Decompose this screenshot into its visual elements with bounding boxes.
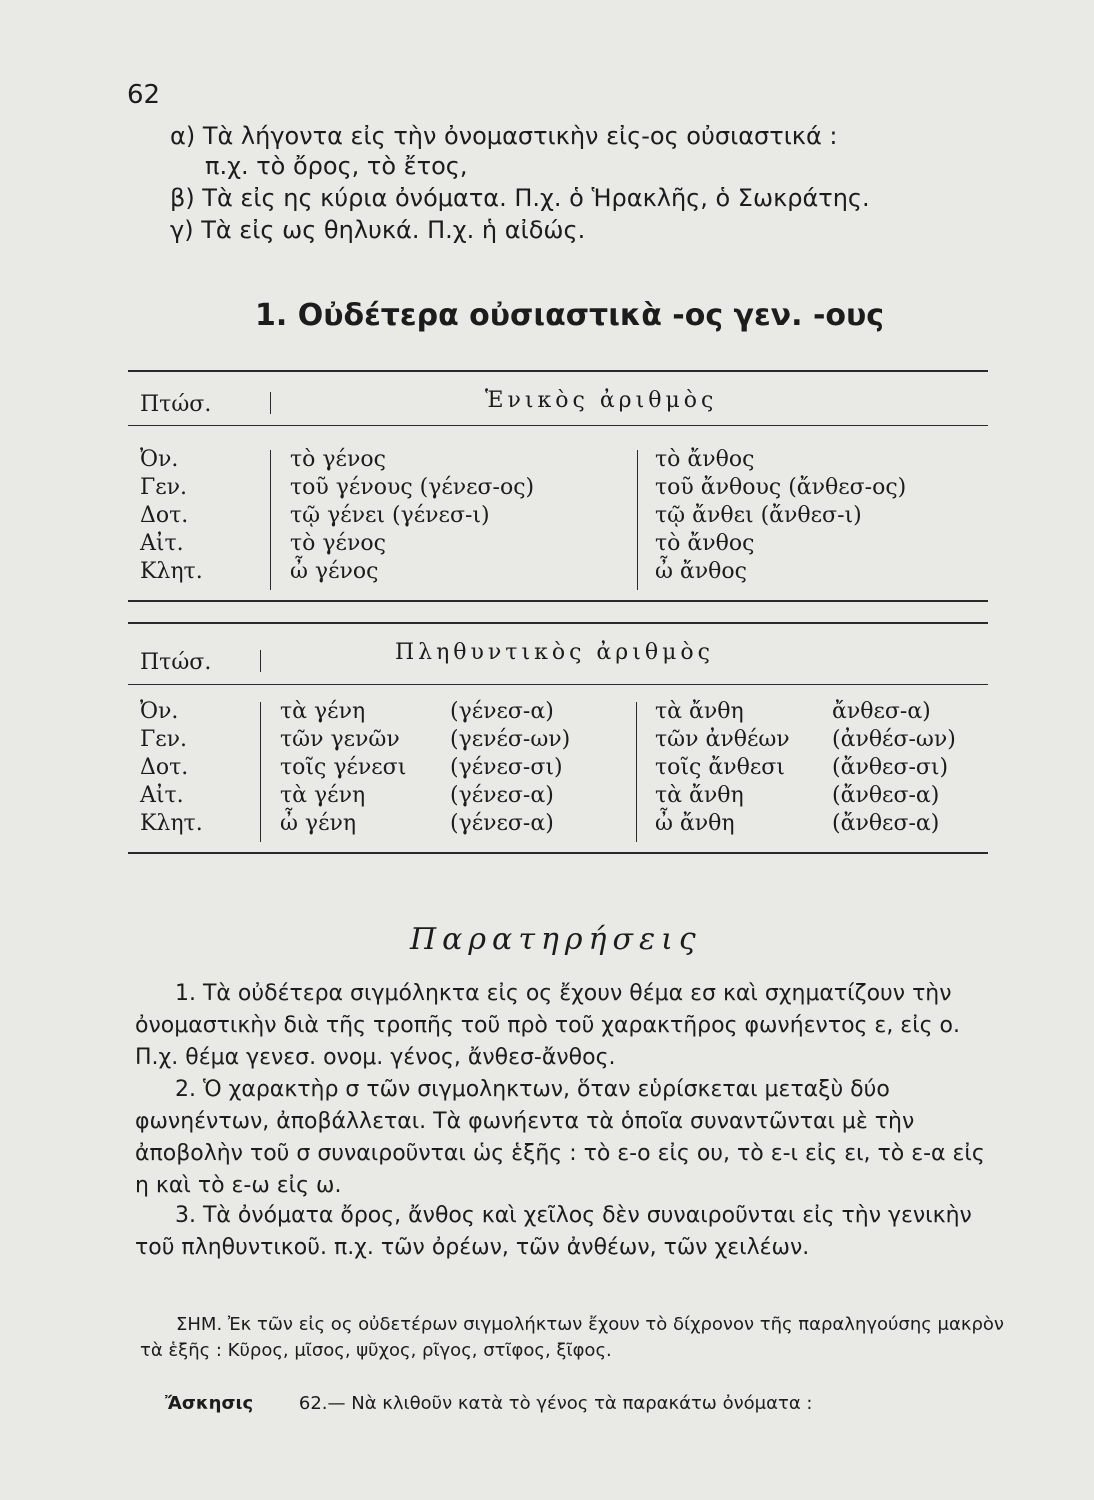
table-rule xyxy=(128,425,988,426)
form-cell: τῷ ἄνθει (ἄνθεσ-ι) xyxy=(655,503,862,528)
form-cell: τοῦ ἄνθους (ἄνθεσ-ος) xyxy=(655,475,907,500)
stem-cell: (γένεσ-α) xyxy=(450,699,554,724)
form-cell: τῶν γενῶν xyxy=(280,727,400,752)
observation-1: 1. Τὰ οὐδέτερα σιγμόληκτα εἰς ος ἔχουν θέμα εσ καὶ σχηματίζουν τὴν ὀνομαστικὴν διὰ τῆς τροπῆς τοῦ πρὸ τοῦ χαρακτῆρος φωνήεντος ε, εἰς ο. Π.χ. θέμα γενεσ. ονομ. γένος, ἄνθεσ-ἄνθος. xyxy=(135,981,960,1070)
intro-line-b: β) Τὰ εἰς ης κύρια ὀνόματα. Π.χ. ὁ Ἡρακλῆς, ὁ Σωκράτης. xyxy=(170,184,870,212)
stem-cell: (γένεσ-σι) xyxy=(450,755,563,780)
stem-cell: (γένεσ-α) xyxy=(450,811,554,836)
case-label: Ὀν. xyxy=(140,699,179,724)
case-label: Αἰτ. xyxy=(140,783,184,808)
form-cell: ὦ γένος xyxy=(290,559,379,584)
column-separator xyxy=(270,392,271,414)
column-separator xyxy=(270,450,271,590)
stem-cell: (ἄνθεσ-α) xyxy=(832,811,940,836)
singular-cases xyxy=(140,446,203,586)
form-cell: τὰ γένη xyxy=(280,783,366,808)
note: ΣΗΜ. Ἐκ τῶν εἰς ος οὐδετέρων σιγμολήκτων ἔχουν τὸ δίχρονον τῆς παραληγούσης μακρὸν τὰ ἑξῆς : Κῦρος, μῖσος, ψῦχος, ρῖγος, στῖφος, ξῖφος. xyxy=(140,1314,1004,1361)
form-cell: ὦ γένη xyxy=(280,811,357,836)
case-label: Κλητ. xyxy=(140,559,203,584)
form-cell: τῶν ἀνθέων xyxy=(655,727,790,752)
form-cell: τοῦ γένους (γένεσ-ος) xyxy=(290,475,535,500)
section-title: 1. Οὐδέτερα οὐσιαστικὰ -ος γεν. -ους xyxy=(255,298,885,333)
case-label: Ὀν. xyxy=(140,447,179,472)
stem-cell: (ἄνθεσ-σι) xyxy=(832,755,949,780)
stem-cell: (ἀνθέσ-ων) xyxy=(832,727,956,752)
form-cell: τοῖς ἄνθεσι xyxy=(655,755,785,780)
form-cell: τὸ ἄνθος xyxy=(655,447,755,472)
singular-title: Ἑνικὸς ἀριθμὸς xyxy=(485,388,718,413)
table-rule xyxy=(128,370,988,372)
case-label: Γεν. xyxy=(140,727,188,752)
form-cell: τῷ γένει (γένεσ-ι) xyxy=(290,503,490,528)
form-cell: τὸ γένος xyxy=(290,531,386,556)
column-separator xyxy=(637,450,638,590)
stem-cell: (ἄνθεσ-α) xyxy=(832,783,940,808)
case-label: Κλητ. xyxy=(140,811,203,836)
table-rule xyxy=(128,600,988,602)
plural-anthos-forms xyxy=(655,698,790,838)
column-separator xyxy=(260,702,261,842)
table-rule xyxy=(128,622,988,624)
plural-anthos-stems xyxy=(832,698,956,838)
observation-3: 3. Τὰ ὀνόματα ὄρος, ἄνθος καὶ χεῖλος δὲν συναιροῦνται εἰς τὴν γενικὴν τοῦ πληθυντικοῦ. π.χ. τῶν ὀρέων, τῶν ἀνθέων, τῶν χειλέων. xyxy=(135,1203,972,1260)
form-cell: τὸ γένος xyxy=(290,447,386,472)
case-label: Δοτ. xyxy=(140,503,189,528)
exercise-text: 62.— Νὰ κλιθοῦν κατὰ τὸ γένος τὰ παρακάτω ὀνόματα : xyxy=(298,1393,813,1414)
case-label: Δοτ. xyxy=(140,755,189,780)
intro-line-a: α) Τὰ λήγοντα εἰς τὴν ὀνομαστικὴν εἰς-ος οὐσιαστικά : xyxy=(170,122,838,150)
intro-line-a-example: π.χ. τὸ ὄρος, τὸ ἔτος, xyxy=(205,152,468,180)
singular-case-header: Πτώσ. xyxy=(140,392,212,417)
form-cell: τοῖς γένεσι xyxy=(280,755,407,780)
plural-genos-forms xyxy=(280,698,406,838)
plural-cases xyxy=(140,698,203,838)
column-separator xyxy=(636,702,637,842)
plural-title: Πληθυντικὸς ἀριθμὸς xyxy=(395,640,714,665)
form-cell: τὰ ἄνθη xyxy=(655,783,744,808)
column-separator xyxy=(260,650,261,672)
table-rule xyxy=(128,684,988,685)
form-cell: ὦ ἄνθη xyxy=(655,811,735,836)
case-label: Γεν. xyxy=(140,475,188,500)
form-cell: τὰ ἄνθη xyxy=(655,699,744,724)
exercise xyxy=(165,1393,812,1414)
observations-title: Παρατηρήσεις xyxy=(410,922,702,957)
form-cell: τὸ ἄνθος xyxy=(655,531,755,556)
form-cell: τὰ γένη xyxy=(280,699,366,724)
table-rule xyxy=(128,852,988,854)
observation-2: 2. Ὁ χαρακτὴρ σ τῶν σιγμοληκτων, ὅταν εὑρίσκεται μεταξὺ δύο φωνηέντων, ἀποβάλλεται. Τὰ φωνήεντα τὰ ὁποῖα συναντῶνται μὲ τὴν ἀποβολὴν τοῦ σ συναιροῦνται ὡς ἑξῆς : τὸ ε-ο εἰς ου, τὸ ε-ι εἰς ει, τὸ ε-α εἰς η καὶ τὸ ε-ω εἰς ω. xyxy=(135,1077,985,1198)
stem-cell: (γένεσ-α) xyxy=(450,783,554,808)
page-number: 62 xyxy=(127,80,161,110)
intro-line-c: γ) Τὰ εἰς ως θηλυκά. Π.χ. ἡ αἰδώς. xyxy=(170,216,586,244)
stem-cell: (γενέσ-ων) xyxy=(450,727,571,752)
singular-genos-column xyxy=(290,446,534,586)
plural-genos-stems xyxy=(450,698,570,838)
singular-anthos-column xyxy=(655,446,906,586)
plural-case-header: Πτώσ. xyxy=(140,650,212,675)
case-label: Αἰτ. xyxy=(140,531,184,556)
form-cell: ὦ ἄνθος xyxy=(655,559,747,584)
stem-cell: ἄνθεσ-α) xyxy=(832,699,931,724)
exercise-label: Ἄσκησις xyxy=(165,1393,254,1414)
